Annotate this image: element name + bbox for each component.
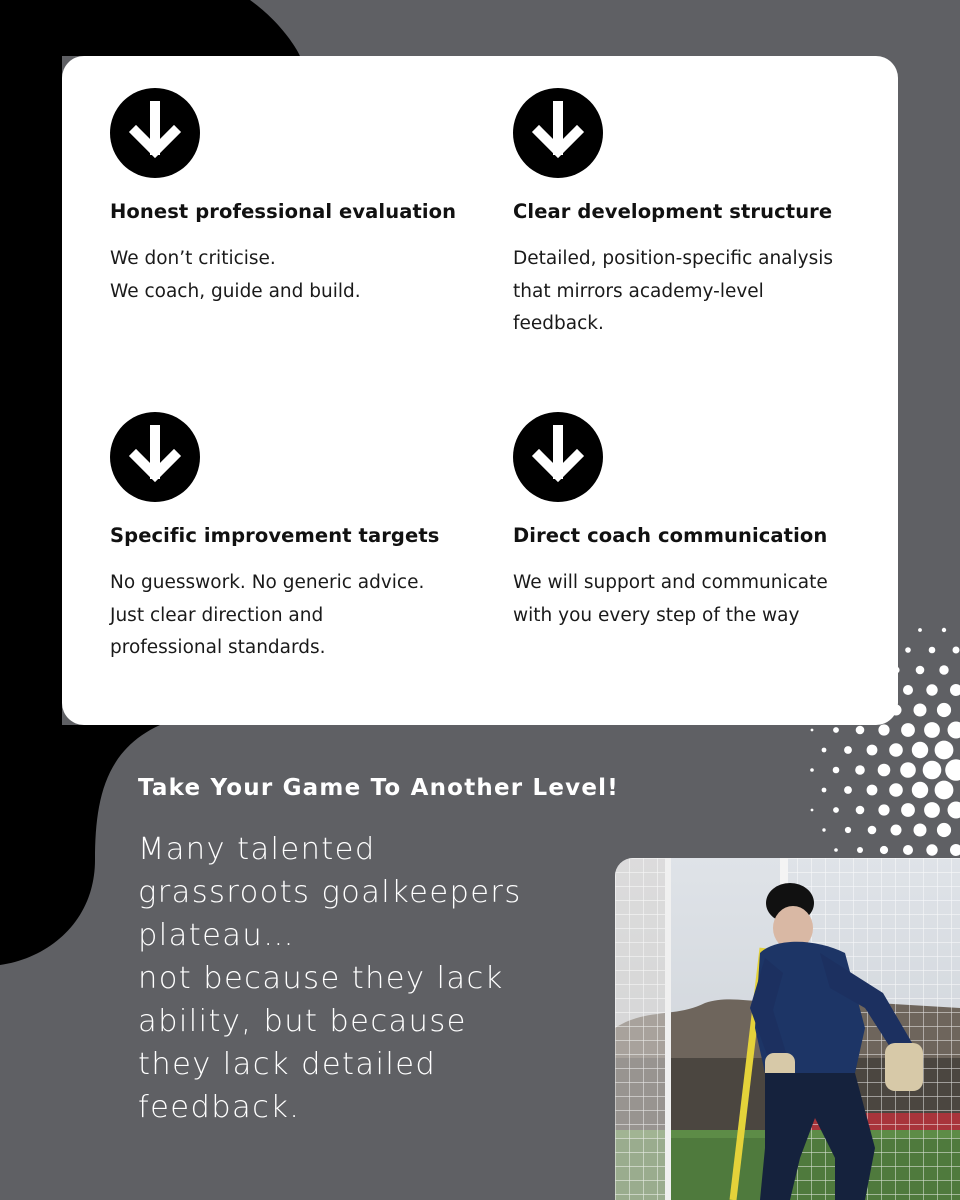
halftone-dot	[948, 802, 960, 819]
halftone-dot	[811, 729, 814, 732]
halftone-dot	[878, 764, 891, 777]
feature-communication	[513, 412, 883, 632]
feature-line: Just clear direction and	[110, 604, 324, 626]
halftone-dot	[845, 827, 851, 833]
feature-title: Clear development structure	[513, 200, 833, 223]
body-line: not because they lack	[138, 961, 504, 996]
halftone-dot	[880, 846, 888, 854]
halftone-dot	[833, 727, 839, 733]
halftone-dot	[844, 786, 852, 794]
halftone-dot	[924, 802, 940, 818]
feature-line: We will support and communicate	[513, 572, 828, 593]
halftone-dot	[945, 759, 960, 781]
halftone-dot	[868, 826, 877, 835]
feature-title: Honest professional evaluation	[110, 200, 457, 223]
body-paragraph	[138, 828, 608, 1129]
feature-title: Specific improvement targets	[110, 524, 440, 547]
halftone-dot	[878, 724, 889, 735]
halftone-dot	[833, 807, 839, 813]
features-card	[62, 56, 898, 725]
arrow-down-circle-icon	[110, 88, 200, 178]
feature-line: We coach, guide and build.	[110, 280, 361, 302]
halftone-dot	[857, 847, 863, 853]
body-line: grassroots goalkeepers	[138, 875, 522, 910]
arrow-down-circle-icon	[513, 88, 603, 178]
feature-structure	[513, 88, 883, 341]
halftone-dot	[942, 628, 946, 632]
halftone-dot	[811, 809, 814, 812]
halftone-dot	[950, 684, 960, 696]
halftone-dot	[935, 741, 954, 760]
halftone-dot	[900, 762, 916, 778]
halftone-dot	[948, 722, 960, 739]
halftone-dot	[834, 848, 838, 852]
halftone-dot	[891, 825, 902, 836]
halftone-dot	[935, 781, 954, 800]
goalkeeper-photo	[615, 858, 960, 1200]
halftone-dot	[822, 748, 827, 753]
body-line: Many talented	[138, 832, 376, 867]
halftone-dot	[905, 647, 911, 653]
halftone-dot	[939, 665, 948, 674]
halftone-dot	[924, 722, 940, 738]
halftone-dot	[822, 828, 825, 831]
body-line: plateau…	[138, 918, 295, 953]
halftone-dot	[923, 761, 942, 780]
halftone-dot	[901, 723, 915, 737]
feature-description	[110, 243, 480, 308]
halftone-dot	[903, 845, 913, 855]
halftone-dot	[903, 685, 913, 695]
body-line: feedback.	[138, 1090, 301, 1125]
arrow-down-circle-icon	[110, 412, 200, 502]
halftone-dot	[926, 844, 937, 855]
halftone-dot	[889, 743, 903, 757]
halftone-dot	[855, 765, 865, 775]
halftone-dot	[918, 628, 922, 632]
feature-targets	[110, 412, 480, 665]
feature-line: No guesswork. No generic advice.	[110, 572, 425, 593]
arrow-down-circle-icon	[513, 412, 603, 502]
halftone-dot	[912, 742, 928, 758]
halftone-dot	[844, 746, 852, 754]
feature-description	[110, 567, 480, 665]
halftone-dot	[914, 824, 927, 837]
feature-line: with you every step of the way	[513, 604, 800, 626]
halftone-dot	[926, 684, 937, 695]
halftone-dot	[916, 666, 925, 675]
feature-line: professional standards.	[110, 637, 326, 658]
halftone-dot	[953, 647, 960, 654]
halftone-dot	[878, 804, 889, 815]
halftone-dot	[867, 785, 878, 796]
halftone-dot	[914, 704, 927, 717]
halftone-dot	[929, 647, 936, 654]
feature-description	[513, 567, 883, 632]
halftone-dot	[822, 788, 827, 793]
halftone-dot	[937, 703, 951, 717]
halftone-dot	[950, 844, 960, 856]
tagline-heading: Take Your Game To Another Level!	[138, 775, 619, 801]
body-line: they lack detailed	[138, 1047, 437, 1082]
halftone-dot	[889, 783, 903, 797]
halftone-dot	[856, 726, 865, 735]
halftone-dot	[867, 745, 878, 756]
feature-title: Direct coach communication	[513, 524, 828, 547]
halftone-dot	[901, 803, 915, 817]
halftone-dot	[937, 823, 951, 837]
feature-description	[513, 243, 883, 341]
halftone-dot	[810, 768, 814, 772]
feature-line: Detailed, position-specific analysis	[513, 248, 834, 269]
feature-line: We don’t criticise.	[110, 248, 276, 269]
body-line: ability, but because	[138, 1004, 467, 1039]
feature-evaluation	[110, 88, 480, 308]
halftone-dot	[833, 767, 840, 774]
feature-line: feedback.	[513, 313, 604, 334]
halftone-dot	[912, 782, 928, 798]
halftone-dot	[856, 806, 865, 815]
feature-line: that mirrors academy-level	[513, 280, 764, 302]
